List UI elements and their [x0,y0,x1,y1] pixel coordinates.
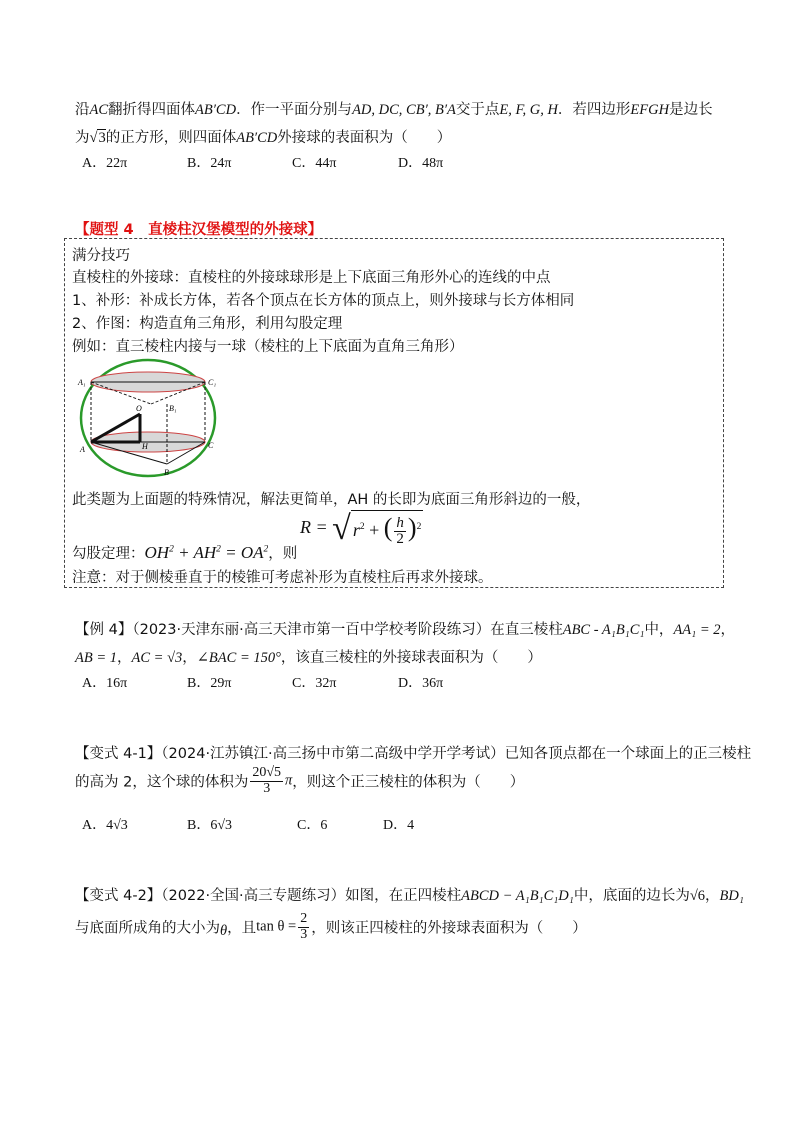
tips-line-3: 2、作图：构造直角三角形，利用勾股定理 [72,316,343,332]
prev-option-d: D．48π [398,156,444,171]
variant-4-1-option-a: A．4√3 [82,818,128,833]
tips-line-5: 此类题为上面题的特殊情况，解法更简单，AH 的长即为底面三角形斜边的一般， [72,492,591,508]
prev-question-line1: 沿AC翻折得四面体AB′CD．作一平面分别与AD, DC, CB′, B′A交于点E, F, G, H．若四边形EFGH是边长 [75,102,713,118]
variant-4-2-label: 【变式 4-2】 [75,888,162,904]
tips-line-1: 直棱柱的外接球：直棱柱的外接球球形是上下底面三角形外心的连线的中点 [72,270,551,286]
radius-formula: R = √ $r^2$ + ( $\frac{h}{2}$ )$^2$ [300,510,422,548]
variant-4-1-option-d: D．4 [383,818,415,833]
section-title: 【题型 4 直棱柱汉堡模型的外接球】 [75,222,323,238]
example-4-option-b: B．29π [187,676,232,691]
tips-line-4: 例如：直三棱柱内接与一球（棱柱的上下底面为直角三角形） [72,339,464,355]
prism-in-sphere-figure [72,356,227,480]
label-o: O [136,404,142,413]
tips-note: 注意：对于侧棱垂直于的棱锥可考虑补形为直棱柱后再求外接球。 [72,570,493,586]
prev-option-c: C．44π [292,156,337,171]
example-4-option-d: D．36π [398,676,444,691]
label-b1: B₁ [169,404,177,413]
variant-4-1-line1: 【变式 4-1】（2024·江苏镇江·高三扬中市第二高级中学开学考试）已知各顶点都在一个球面上的正三棱柱 [75,746,752,762]
label-c1: C₁ [208,378,217,387]
label-a1: A₁ [78,378,86,387]
label-c: C [208,441,214,450]
variant-4-1-option-b: B．6√3 [187,818,233,833]
variant-4-1-line2: 的高为 2，这个球的体积为 $\frac{20√5}{3}$ π，则这个正三棱柱的体积为（ ） [75,765,525,796]
label-h: H [142,442,148,451]
label-a: A [80,445,85,454]
prev-question-line2: 为√3的正方形，则四面体AB′CD外接球的表面积为（ ） [75,130,452,146]
variant-4-2-line2: 与底面所成角的大小为θ，且tan θ = $\frac{2}{3}$ ，则该正四棱柱的外接球表面积为（ ） [75,911,587,942]
variant-4-1-option-c: C．6 [297,818,328,833]
tips-line-2: 1、补形：补成长方体，若各个顶点在长方体的顶点上，则外接球与长方体相同 [72,293,575,309]
label-b: B [164,468,169,477]
example-4-line1: 【例 4】（2023·天津东丽·高三天津市第一百中学校考阶段练习）在直三棱柱ABC - A₁B₁C₁中，AA₁ = 2， [75,622,735,638]
variant-4-2-line1: 【变式 4-2】（2022·全国·高三专题练习）如图，在正四棱柱ABCD − A₁B₁C₁D₁中，底面的边长为√6，BD₁ [75,888,744,904]
example-4-line2: AB = 1，AC = √3，∠BAC = 150°，该直三棱柱的外接球表面积为（ ） [75,650,542,666]
tips-heading: 满分技巧 [72,248,130,264]
variant-4-1-label: 【变式 4-1】 [75,746,162,762]
prev-option-b: B．24π [187,156,232,171]
pythagoras-line: 勾股定理：$OH^2 + AH^2 = OA^2$，则 [72,543,298,562]
prev-option-a: A．22π [82,156,128,171]
example-4-label: 【例 4】 [75,622,133,638]
example-4-option-c: C．32π [292,676,337,691]
example-4-option-a: A．16π [82,676,128,691]
